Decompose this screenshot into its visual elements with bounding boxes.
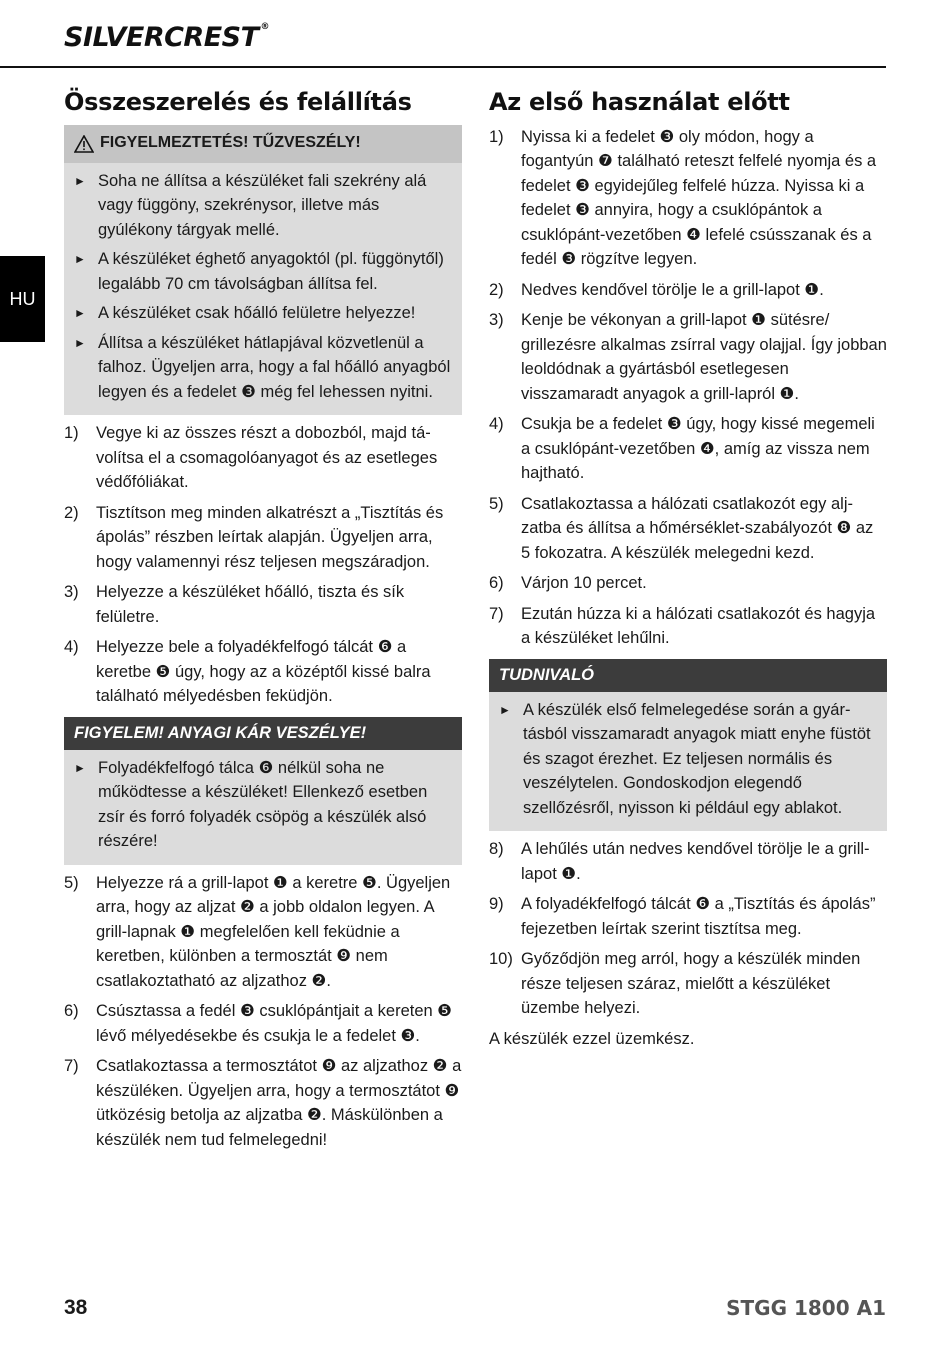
language-label: HU [9,288,36,309]
step-item [489,278,887,303]
step-number: 9) [489,895,504,913]
page-number: 38 [64,1296,88,1319]
step-text: Csúsztassa a fedél ❸ csuklópántjait a kereten ❺ lévő mélyedésekbe és csukja le a fedelet ❸. [96,1002,453,1045]
damage-warning-heading: FIGYELEM! ANYAGI KÁR VESZÉLYE! [74,723,367,742]
step-text: Helyezze rá a grill-lapot ❶ a keretre ❺. Ügyeljen arra, hogy az aljzat ❷ a jobb oldalon legyen. A grill-lapnak ❶ megfelelően kell feküdnie a keretben, különben a termosztát ❾ nem csatlakoztatható az aljzathoz ❷. [96,873,451,990]
step-number: 6) [489,574,504,592]
list-item [74,247,454,296]
step-item [64,421,462,495]
first-use-steps-a [489,125,887,651]
brand-name: SILVERCREST [64,22,259,53]
list-item [74,331,454,405]
step-number: 4) [64,638,79,656]
step-number: 5) [64,873,79,892]
list-item-text: Soha ne állítsa a készüléket fali szekrény alá vagy függöny, szekrénysor, illetve más gyúlékony tárgyak mellé. [98,171,427,239]
step-text: Helyezze a készüléket hőálló, tiszta és sík felületre. [96,583,405,626]
step-text: A lehűlés után nedves kendővel törölje le a grill-lapot ❶. [521,840,870,883]
step-number: 10) [489,950,513,968]
step-number: 7) [489,604,504,623]
list-item-text: A készülék első felmelegedése során a gyártásból visszamaradt anyagok miatt enyhe füstöt és szagot érezhet. Ez teljesen normális és veszélytelen. Gondoskodjon elegendő szellőzésről, nyisson ki például egy ablakot. [523,700,871,817]
step-text: Helyezze bele a folyadékfelfogó tálcát ❻ a keretbe ❺ úgy, hogy az a középtől kissé balra található mélyedésben feküdjön. [96,638,431,705]
step-text: Vegye ki az összes részt a dobozból, majd távolítsa el a csomagolóanyagot és az esetleges védőfóliákat. [96,424,438,491]
bullet-arrow-icon: ► [74,760,86,775]
step-number: 1) [489,127,504,146]
damage-warning-list [64,750,462,863]
left-column [64,90,462,1158]
step-number: 7) [64,1057,79,1075]
step-number: 6) [64,1002,79,1020]
model-number: STGG 1800 A1 [726,1296,886,1320]
fire-warning-heading: FIGYELMEZTETÉS! TŰZVESZÉLY! [100,134,361,152]
section-title-first-use: Az első használat előtt [489,88,790,116]
damage-warning-header [64,717,462,750]
step-number: 3) [64,583,79,601]
step-number: 3) [489,311,504,329]
warning-triangle-icon [74,135,94,153]
step-item [64,999,462,1048]
step-text: A folyadékfelfogó tálcát ❻ a „Tisztítás és ápolás” fejezetben leírtak szerint tisztítsa meg. [521,895,876,938]
right-column [489,90,887,1051]
step-item [489,947,887,1021]
assembly-steps-b [64,871,462,1153]
step-text: Győződjön meg arról, hogy a készülék minden része teljesen száraz, mielőtt a készüléket üzembe helyezi. [521,950,861,1017]
step-text: Várjon 10 percet. [521,574,647,592]
step-item [489,308,887,406]
bullet-arrow-icon: ► [499,702,511,717]
step-number: 8) [489,840,504,858]
step-number: 5) [489,494,504,513]
step-item [64,871,462,994]
list-item-text: Állítsa a készüléket hátlapjával közvetlenül a falhoz. Ügyeljen arra, hogy a fal hőálló anyagból legyen és a fedelet ❸ még fel lehessen nyitni. [98,333,451,401]
note-box [489,659,887,832]
list-item [74,756,454,854]
step-number: 2) [489,280,504,299]
bullet-arrow-icon: ► [74,306,86,320]
step-number: 1) [64,424,79,442]
step-item [489,492,887,566]
language-tab [0,256,45,342]
fire-warning-header [64,125,462,163]
step-text: Kenje be vékonyan a grill-lapot ❶ sütésre/ grillezésre alkalmas zsírral vagy olajjal. Így jobban leoldódnak a gyártásból esetlegesen visszamaradt anyagok a grill-lapról ❶. [521,311,887,403]
header-rule [0,66,886,68]
registered-mark: ® [260,22,270,32]
bullet-arrow-icon: ► [74,335,86,350]
damage-warning-box [64,717,462,865]
assembly-steps-a [64,421,462,709]
list-item [74,301,454,326]
step-item [489,412,887,486]
list-item [74,169,454,243]
step-text: Tisztítson meg minden alkatrészt a „Tisztítás és ápolás” részben leírtak alapján. Ügyeljen arra, hogy valamennyi rész teljesen megszáradjon. [96,503,444,571]
step-item [489,837,887,886]
step-item [64,635,462,709]
step-item [64,501,462,575]
note-list [489,692,887,830]
first-use-steps-b [489,837,887,1021]
step-item [489,892,887,941]
step-text: Csukja be a fedelet ❸ úgy, hogy kissé megemeli a csuklópánt-vezetőben ❹, amíg az vissza nem hajtható. [521,415,875,482]
step-item [64,1054,462,1152]
fire-warning-list [64,163,462,414]
closing-sentence: A készülék ezzel üzemkész. [489,1029,695,1048]
bullet-arrow-icon: ► [74,252,86,266]
note-header [489,659,887,692]
list-item [499,698,879,821]
step-text: Nedves kendővel törölje le a grill-lapot ❶. [521,280,824,299]
step-item [64,580,462,629]
step-text: Csatlakoztassa a hálózati csatlakozót egy aljzatba és állítsa a hőmérséklet-szabályozót ❽ az 5 fokozatra. A készülék melegedni kezd. [521,494,874,562]
note-heading: TUDNIVALÓ [499,665,595,684]
step-item [489,602,887,651]
list-item-text: A készüléket éghető anyagoktól (pl. függönytől) legalább 70 cm távolságban állítsa fel. [98,250,444,293]
step-text: Nyissa ki a fedelet ❸ oly módon, hogy a fogantyún ❼ található reteszt felfelé nyomja és a fedelet ❸ egyidejűleg felfelé húzza. Nyissa ki a fedelet ❸ annyira, hogy a csuklópántok a csuklópánt-vezetőben ❹ lefelé csússzanak és a fedél ❸ rögzítve legyen. [521,127,877,268]
step-item [489,571,887,596]
step-number: 2) [64,503,79,522]
brand-logo [64,22,269,53]
list-item-text: Folyadékfelfogó tálca ❻ nélkül soha ne működtesse a készüléket! Ellenkező esetben zsír és forró folyadék csöpög a készülék alsó részére! [98,758,428,850]
step-text: Ezután húzza ki a hálózati csatlakozót és hagyja a készüléket lehűlni. [521,604,876,647]
step-number: 4) [489,415,504,433]
step-item [489,125,887,272]
list-item-text: A készüléket csak hőálló felületre helyezze! [98,304,416,322]
step-text: Csatlakoztassa a termosztátot ❾ az aljzathoz ❷ a készüléken. Ügyeljen arra, hogy a termosztátot ❾ ütközésig betolja az aljzatba ❷. Máskülönben a készülék nem tud felmelegedni! [96,1057,462,1149]
bullet-arrow-icon: ► [74,173,86,188]
section-title-assembly: Összeszerelés és felállítás [64,88,412,116]
fire-warning-box [64,125,462,416]
